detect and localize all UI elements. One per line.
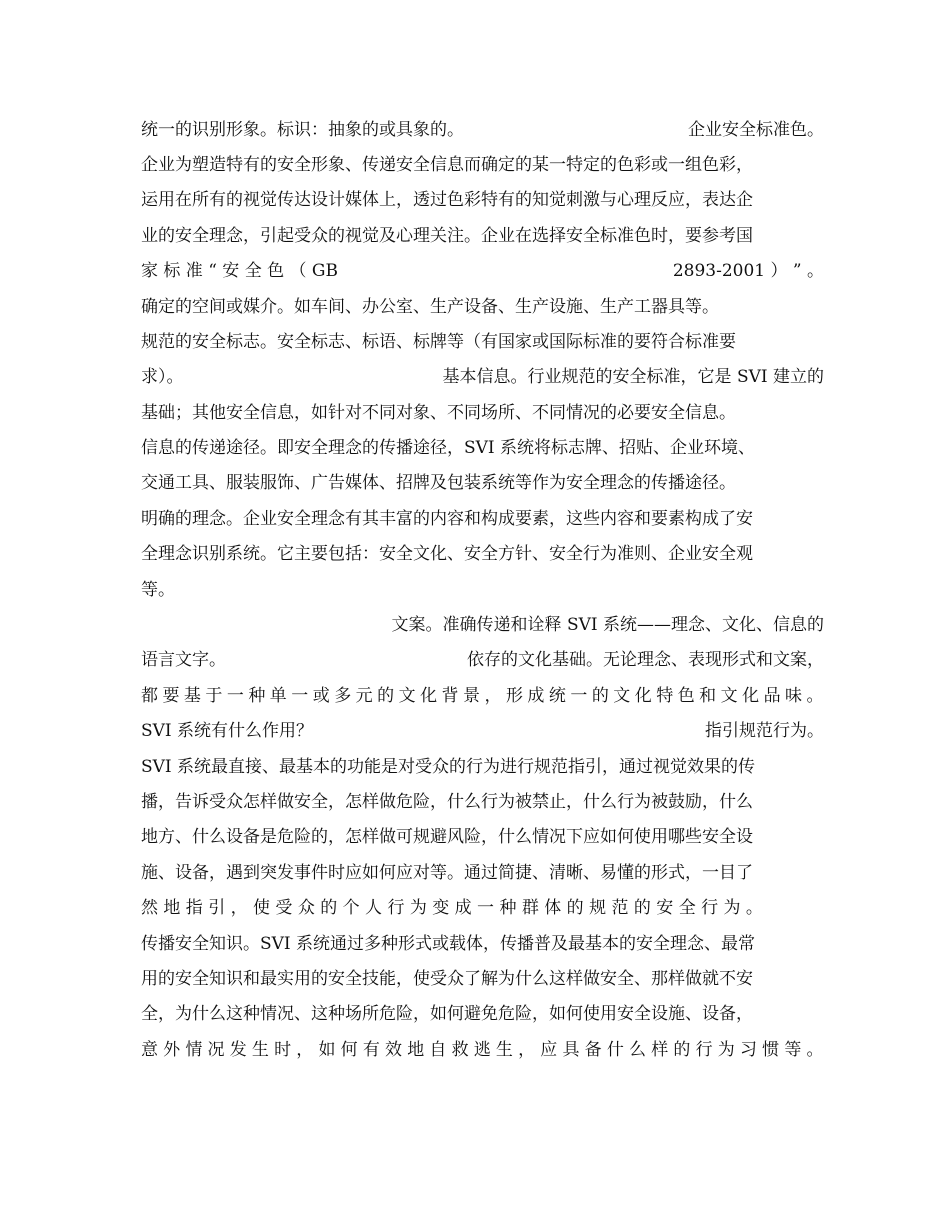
text-line: 意外情况发生时，如何有效地自救逃生，应具备什么样的行为习惯等。 <box>141 1040 824 1060</box>
text-line: 播，告诉受众怎样做安全，怎样做危险，什么行为被禁止，什么行为被鼓励，什么 <box>141 792 753 812</box>
text-line: 施、设备，遇到突发事件时应如何应对等。通过简捷、清晰、易懂的形式，一目了 <box>141 863 753 883</box>
text-segment: 2893-2001 ） ” 。 <box>672 261 824 281</box>
text-line: 企业为塑造特有的安全形象、传递安全信息而确定的某一特定的色彩或一组色彩， <box>141 155 753 175</box>
text-line: 信息的传递途径。即安全理念的传播途径，SVI 系统将标志牌、招贴、企业环境、 <box>141 438 756 458</box>
text-line: 规范的安全标志。安全标志、标语、标牌等（有国家或国际标准的要符合标准要 <box>141 332 736 352</box>
text-line: 等。 <box>141 580 175 600</box>
text-segment: 指引规范行为。 <box>705 721 824 741</box>
text-line: SVI 系统最直接、最基本的功能是对受众的行为进行规范指引，通过视觉效果的传 <box>141 757 756 777</box>
text-line: 地方、什么设备是危险的，怎样做可规避风险，什么情况下应如何使用哪些安全设 <box>141 827 753 847</box>
text-line: 用的安全知识和最实用的安全技能，使受众了解为什么这样做安全、那样做就不安 <box>141 969 753 989</box>
text-line: 运用在所有的视觉传达设计媒体上，透过色彩特有的知觉刺激与心理反应，表达企 <box>141 190 753 210</box>
text-segment: 依存的文化基础。无论理念、表现形式和文案， <box>467 650 824 670</box>
text-line <box>141 645 824 675</box>
text-line: 基础；其他安全信息，如针对不同对象、不同场所、不同情况的必要安全信息。 <box>141 403 736 423</box>
text-segment: 求）。 <box>141 367 184 387</box>
text-line: 然 地 指 引 ， 使 受 众 的 个 人 行 为 变 成 一 种 群 体 的 规 范 的 安 全 行 为 。 <box>141 898 763 918</box>
text-segment: 企业安全标准色。 <box>688 120 824 140</box>
text-segment: 语言文字。 <box>141 650 226 670</box>
text-line: 交通工具、服装服饰、广告媒体、招牌及包装系统等作为安全理念的传播途径。 <box>141 473 736 493</box>
text-line <box>141 256 824 286</box>
text-segment: 基本信息。行业规范的安全标准，它是 SVI 建立的 <box>442 367 824 387</box>
text-segment: SVI 系统有什么作用？ <box>141 721 314 741</box>
text-line <box>141 716 824 746</box>
text-line: 都要基于一种单一或多元的文化背景，形成统一的文化特色和文化品味。 <box>141 686 824 706</box>
text-line: 传播安全知识。SVI 系统通过多种形式或载体，传播普及最基本的安全理念、最常 <box>141 934 756 954</box>
text-line: 全，为什么这种情况、这种场所危险，如何避免危险，如何使用安全设施、设备， <box>141 1004 753 1024</box>
text-line: 确定的空间或媒介。如车间、办公室、生产设备、生产设施、生产工器具等。 <box>141 297 719 317</box>
text-line: 业的安全理念，引起受众的视觉及心理关注。企业在选择安全标准色时，要参考国 <box>141 226 753 246</box>
text-segment: 文案。准确传递和诠释 SVI 系统——理念、文化、信息的 <box>391 615 824 635</box>
text-line <box>141 115 824 145</box>
text-line <box>141 362 824 392</box>
text-line <box>141 610 824 640</box>
text-line: 明确的理念。企业安全理念有其丰富的内容和构成要素，这些内容和要素构成了安 <box>141 509 753 529</box>
text-line: 全理念识别系统。它主要包括：安全文化、安全方针、安全行为准则、企业安全观 <box>141 544 753 564</box>
text-segment: 统一的识别形象。标识：抽象的或具象的。 <box>141 120 464 140</box>
text-segment: 家 标 准 “ 安 全 色 （ GB <box>141 261 338 281</box>
